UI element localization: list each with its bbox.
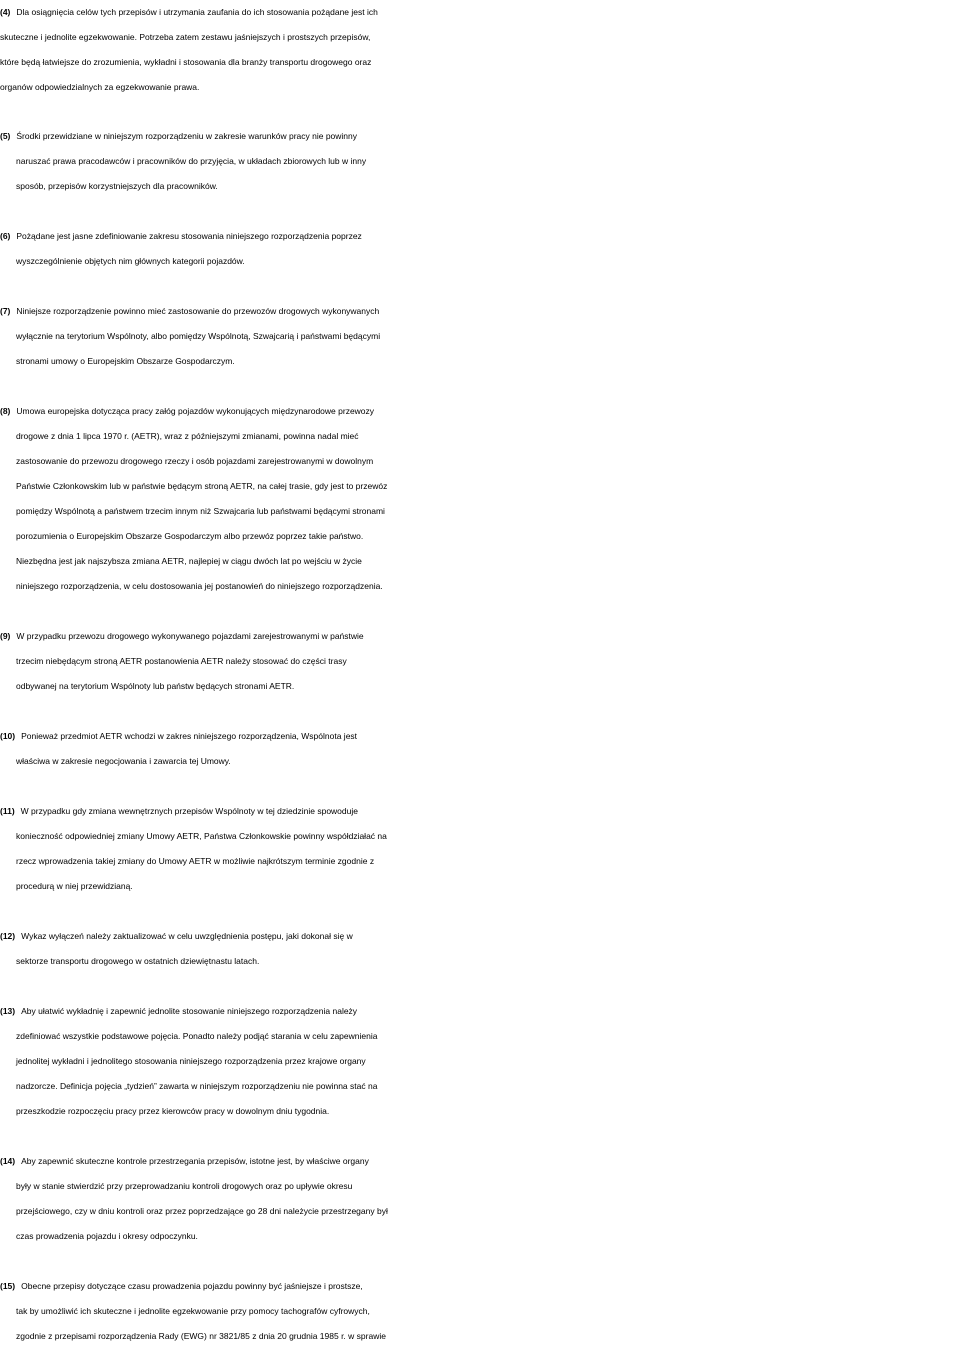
recital-text-line: W przypadku przewozu drogowego wykonywanego pojazdami zarejestrowanymi w państwie bbox=[16, 631, 364, 641]
recital-text-line: pomiędzy Wspólnotą a państwem trzecim innym niż Szwajcaria lub państwami będącymi stronami bbox=[16, 506, 385, 516]
recital-text-line: Niezbędna jest jak najszybsza zmiana AETR, najlepiej w ciągu dwóch lat po wejściu w życie bbox=[16, 556, 362, 566]
recital-text-line: tak by umożliwić ich skuteczne i jednolite egzekwowanie przy pomocy tachografów cyfrowych, bbox=[16, 1306, 370, 1316]
recital-text-line: odbywanej na terytorium Wspólnoty lub państw będących stronami AETR. bbox=[16, 681, 295, 691]
recital-text-line: Aby zapewnić skuteczne kontrole przestrzegania przepisów, istotne jest, by właściwe organy bbox=[21, 1156, 369, 1166]
recital-10 bbox=[0, 724, 960, 774]
recital-number: (5) bbox=[0, 131, 11, 141]
recital-text-line: zgodnie z przepisami rozporządzenia Rady (EWG) nr 3821/85 z dnia 20 grudnia 1985 r. w sprawie bbox=[16, 1331, 386, 1341]
recital-text-line: Aby ułatwić wykładnię i zapewnić jednolite stosowanie niniejszego rozporządzenia należy bbox=[21, 1006, 358, 1016]
recital-text-line: zdefiniować wszystkie podstawowe pojęcia. Ponadto należy podjąć starania w celu zapewnienia bbox=[16, 1031, 378, 1041]
recital-number: (7) bbox=[0, 306, 11, 316]
recital-text-line: Państwie Członkowskim lub w państwie będącym stroną AETR, na całej trasie, gdy jest to przewóz bbox=[16, 481, 388, 491]
recital-number: (12) bbox=[0, 931, 16, 941]
recital-text-line: skuteczne i jednolite egzekwowanie. Potrzeba zatem zestawu jaśniejszych i prostszych przepisów, bbox=[0, 32, 371, 42]
recital-number: (13) bbox=[0, 1006, 16, 1016]
recital-text-line: zastosowanie do przewozu drogowego rzeczy i osób pojazdami zarejestrowanymi w dowolnym bbox=[16, 456, 374, 466]
recital-6 bbox=[0, 224, 960, 274]
recital-text-line: Obecne przepisy dotyczące czasu prowadzenia pojazdu powinny być jaśniejsze i prostsze, bbox=[21, 1281, 363, 1291]
recital-text-line: jednolitej wykładni i jednolitego stosowania niniejszego rozporządzenia przez krajowe organy bbox=[16, 1056, 366, 1066]
recital-text-line: Pożądane jest jasne zdefiniowanie zakresu stosowania niniejszego rozporządzenia poprzez bbox=[16, 231, 362, 241]
recital-text-line: trzecim niebędącym stroną AETR postanowienia AETR należy stosować do części trasy bbox=[16, 656, 347, 666]
recital-text-line: czas prowadzenia pojazdu i okresy odpoczynku. bbox=[16, 1231, 198, 1241]
recital-text-line: nadzorcze. Definicja pojęcia „tydzień” zawarta w niniejszym rozporządzeniu nie powinna stać na bbox=[16, 1081, 378, 1091]
recital-8 bbox=[0, 399, 960, 599]
recital-text-line: procedurą w niej przewidzianą. bbox=[16, 881, 133, 891]
recital-text-line: Niniejsze rozporządzenie powinno mieć zastosowanie do przewozów drogowych wykonywanych bbox=[16, 306, 380, 316]
recital-text-line: rzecz wprowadzenia takiej zmiany do Umowy AETR w możliwie najkrótszym terminie zgodnie z bbox=[16, 856, 375, 866]
recital-text-line: były w stanie stwierdzić przy przeprowadzaniu kontroli drogowych oraz po upływie okresu bbox=[16, 1181, 353, 1191]
recital-number: (6) bbox=[0, 231, 11, 241]
recital-12 bbox=[0, 924, 960, 974]
recital-text-line: sposób, przepisów korzystniejszych dla pracowników. bbox=[16, 181, 218, 191]
recital-text-line: właściwa w zakresie negocjowania i zawarcia tej Umowy. bbox=[16, 756, 231, 766]
recital-text-line: W przypadku gdy zmiana wewnętrznych przepisów Wspólnoty w tej dziedzinie spowoduje bbox=[20, 806, 358, 816]
recital-number: (10) bbox=[0, 731, 16, 741]
recital-text-line: konieczność odpowiedniej zmiany Umowy AETR, Państwa Członkowskie powinny współdziałać na bbox=[16, 831, 387, 841]
recital-text-line: porozumienia o Europejskim Obszarze Gospodarczym albo przewóz poprzez takie państwo. bbox=[16, 531, 364, 541]
recital-text-line: wyłącznie na terytorium Wspólnoty, albo pomiędzy Wspólnotą, Szwajcarią i państwami będącymi bbox=[16, 331, 381, 341]
recital-number: (8) bbox=[0, 406, 11, 416]
recital-text-line: organów odpowiedzialnych za egzekwowanie prawa. bbox=[0, 82, 200, 92]
recital-text-line: Wykaz wyłączeń należy zaktualizować w celu uwzględnienia postępu, jaki dokonał się w bbox=[21, 931, 353, 941]
recital-number: (4) bbox=[0, 7, 11, 17]
recital-number: (14) bbox=[0, 1156, 16, 1166]
recital-text-line: Środki przewidziane w niniejszym rozporządzeniu w zakresie warunków pracy nie powinny bbox=[16, 131, 358, 141]
recital-4 bbox=[0, 0, 960, 100]
recital-text-line: drogowe z dnia 1 lipca 1970 r. (AETR), wraz z późniejszymi zmianami, powinna nadal mieć bbox=[16, 431, 359, 441]
recital-number: (15) bbox=[0, 1281, 16, 1291]
recital-9 bbox=[0, 624, 960, 699]
recital-text-line: Umowa europejska dotycząca pracy załóg pojazdów wykonujących międzynarodowe przewozy bbox=[16, 406, 375, 416]
recital-text-line: stronami umowy o Europejskim Obszarze Gospodarczym. bbox=[16, 356, 235, 366]
recital-11 bbox=[0, 799, 960, 899]
recital-text-line: Ponieważ przedmiot AETR wchodzi w zakres niniejszego rozporządzenia, Wspólnota jest bbox=[21, 731, 358, 741]
recital-text-line: przeszkodzie rozpoczęciu pracy przez kierowców pracy w dowolnym dniu tygodnia. bbox=[16, 1106, 330, 1116]
recital-13 bbox=[0, 999, 960, 1124]
recital-number: (11) bbox=[0, 806, 15, 816]
recital-14 bbox=[0, 1149, 960, 1249]
recital-text-line: wyszczególnienie objętych nim głównych kategorii pojazdów. bbox=[16, 256, 245, 266]
recital-text-line: przejściowego, czy w dniu kontroli oraz przez poprzedzające go 28 dni należycie przestrzegany był bbox=[16, 1206, 388, 1216]
recital-5 bbox=[0, 124, 960, 199]
recital-7 bbox=[0, 299, 960, 374]
recital-text-line: niniejszego rozporządzenia, w celu dostosowania jej postanowień do niniejszego rozporządzenia. bbox=[16, 581, 383, 591]
recital-15 bbox=[0, 1274, 960, 1349]
recital-text-line: sektorze transportu drogowego w ostatnich dziewiętnastu latach. bbox=[16, 956, 260, 966]
recital-text-line: naruszać prawa pracodawców i pracowników do przyjęcia, w układach zbiorowych lub w inny bbox=[16, 156, 367, 166]
recital-text-line: które będą łatwiejsze do zrozumienia, wykładni i stosowania dla branży transportu drogowego oraz bbox=[0, 57, 372, 67]
recital-text-line: Dla osiągnięcia celów tych przepisów i utrzymania zaufania do ich stosowania pożądane jest ich bbox=[16, 7, 378, 17]
recital-number: (9) bbox=[0, 631, 11, 641]
